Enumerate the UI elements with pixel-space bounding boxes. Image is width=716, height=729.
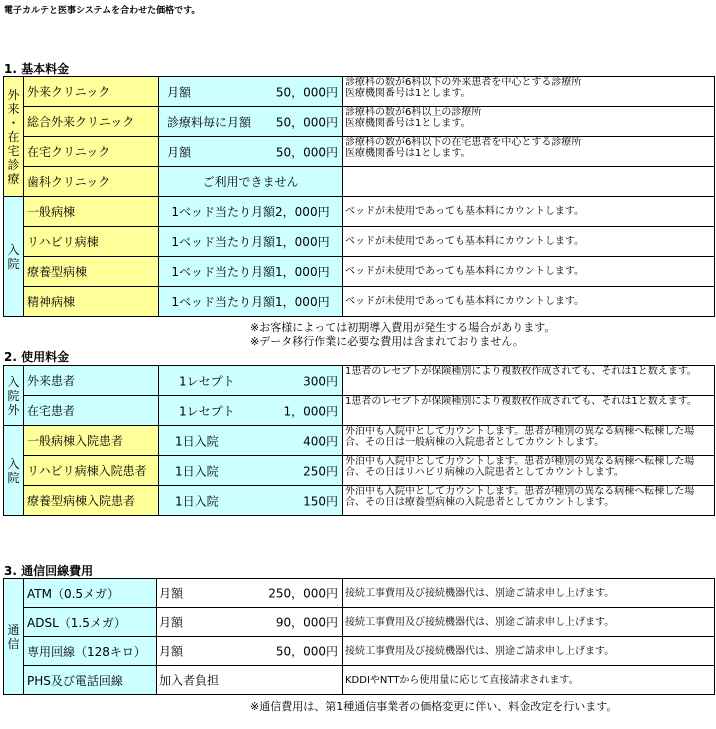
plan-description: ベッドが未使用であっても基本料にカウントします。 [343, 227, 715, 257]
plan-description: ベッドが未使用であっても基本料にカウントします。 [343, 287, 715, 317]
line-description: 接続工事費用及び接続機器代は、別途ご請求申し上げます。 [343, 579, 715, 608]
plan-price: 1ベッド当たり月額1，000円 [159, 227, 343, 257]
usage-name: 一般病棟入院患者 [24, 426, 159, 456]
table-row [4, 637, 715, 666]
plan-description: 診療科の数が6科以下の外来患者を中心とする診療所 医療機関番号は1とします。 [343, 77, 715, 107]
table-row [4, 227, 715, 257]
line-description: KDDIやNTTから使用量に応じて直接請求されます。 [343, 666, 715, 695]
plan-name: 療養型病棟 [24, 257, 159, 287]
inpatient-group-label: 入 院 [4, 197, 24, 317]
usage-price: 1日入院 150円 [159, 486, 343, 516]
section1-heading: 1. 基本料金 [4, 62, 70, 76]
line-name: 専用回線（128キロ） [24, 637, 157, 666]
plan-price: 1ベッド当たり月額1，000円 [159, 287, 343, 317]
usage-name: 在宅患者 [24, 396, 159, 426]
plan-name: 外来クリニック [24, 77, 159, 107]
plan-price: 月額 50，000円 [159, 77, 343, 107]
plan-name: 一般病棟 [24, 197, 159, 227]
plan-name: リハビリ病棟 [24, 227, 159, 257]
table-row [4, 167, 715, 197]
plan-price: 診療料毎に月額 50，000円 [159, 107, 343, 137]
outpatient-group-label: 外 来 ・ 在 宅 診 療 [4, 77, 24, 197]
line-price: 月額 250，000円 [157, 579, 343, 608]
inpatient-usage-group-label: 入 院 [4, 426, 24, 516]
usage-description: 1患者のレセプトが保険種別により複数枚作成されても、それは1と数えます。 [343, 396, 715, 426]
plan-name: 歯科クリニック [24, 167, 159, 197]
section3-heading: 3. 通信回線費用 [4, 564, 94, 578]
table-row [4, 666, 715, 695]
line-price: 月額 50，000円 [157, 637, 343, 666]
line-description: 接続工事費用及び接続機器代は、別途ご請求申し上げます。 [343, 608, 715, 637]
table-row [4, 486, 715, 516]
network-group-label: 通 信 [4, 579, 24, 695]
table-row [4, 426, 715, 456]
usage-description: 1患者のレセプトが保険種別により複数枚作成されても、それは1と数えます。 [343, 366, 715, 396]
line-description: 接続工事費用及び接続機器代は、別途ご請求申し上げます。 [343, 637, 715, 666]
plan-price: 月額 50，000円 [159, 137, 343, 167]
plan-price: 1ベッド当たり月額2，000円 [159, 197, 343, 227]
section3-note: ※通信費用は、第1種通信事業者の価格変更に伴い、料金改定を行います。 [250, 700, 618, 713]
table-row [4, 579, 715, 608]
section1-note: ※データ移行作業に必要な費用は含まれておりません。 [250, 335, 524, 348]
table-row [4, 287, 715, 317]
line-name: PHS及び電話回線 [24, 666, 157, 695]
basic-fee-table [3, 76, 715, 317]
line-name: ATM（0.5メガ） [24, 579, 157, 608]
table-row [4, 608, 715, 637]
plan-description: 診療科の数が6科以下の在宅患者を中心とする診療所 医療機関番号は1とします。 [343, 137, 715, 167]
usage-price: 1日入院 400円 [159, 426, 343, 456]
outpatient-usage-group-label: 入 院 外 [4, 366, 24, 426]
table-row [4, 137, 715, 167]
table-row [4, 366, 715, 396]
plan-price: 1ベッド当たり月額1，000円 [159, 257, 343, 287]
plan-name: 総合外来クリニック [24, 107, 159, 137]
usage-name: 療養型病棟入院患者 [24, 486, 159, 516]
table-row [4, 396, 715, 426]
table-row [4, 197, 715, 227]
page-title: 電子カルテと医事システムを合わせた価格です。 [4, 6, 201, 16]
plan-price: ご利用できません [159, 167, 343, 197]
line-price: 加入者負担 [157, 666, 343, 695]
line-price: 月額 90，000円 [157, 608, 343, 637]
usage-price: 1レセプト 300円 [159, 366, 343, 396]
section2-heading: 2. 使用料金 [4, 350, 70, 364]
table-row [4, 107, 715, 137]
line-name: ADSL（1.5メガ） [24, 608, 157, 637]
plan-name: 在宅クリニック [24, 137, 159, 167]
usage-name: リハビリ病棟入院患者 [24, 456, 159, 486]
usage-description: 外泊中も入院中として力ウントします。患者が種別の異なる病棟へ転棟した場合、その日は一般病棟の入院患者としてカウントします。 [343, 426, 715, 456]
table-row [4, 257, 715, 287]
section1-note: ※お客様によっては初期導入費用が発生する場合があります。 [250, 321, 556, 334]
table-row [4, 456, 715, 486]
plan-description: ベッドが未使用であっても基本料にカウントします。 [343, 257, 715, 287]
plan-description: 診療科の数が6科以上の診療所 医療機関番号は1とします。 [343, 107, 715, 137]
table-row [4, 77, 715, 107]
usage-fee-table [3, 365, 715, 516]
usage-description: 外泊中も入院中として力ウントします。患者が種別の異なる病棟へ転棟した場合、その日は療養型病棟の入院患者としてカウントします。 [343, 486, 715, 516]
network-fee-table [3, 578, 715, 695]
plan-name: 精神病棟 [24, 287, 159, 317]
usage-price: 1日入院 250円 [159, 456, 343, 486]
plan-description [343, 167, 715, 197]
usage-description: 外泊中も入院中として力ウントします。患者が種別の異なる病棟へ転棟した場合、その日はリハビリ病棟の入院患者としてカウントします。 [343, 456, 715, 486]
usage-price: 1レセプト 1，000円 [159, 396, 343, 426]
plan-description: ベッドが未使用であっても基本料にカウントします。 [343, 197, 715, 227]
usage-name: 外来患者 [24, 366, 159, 396]
